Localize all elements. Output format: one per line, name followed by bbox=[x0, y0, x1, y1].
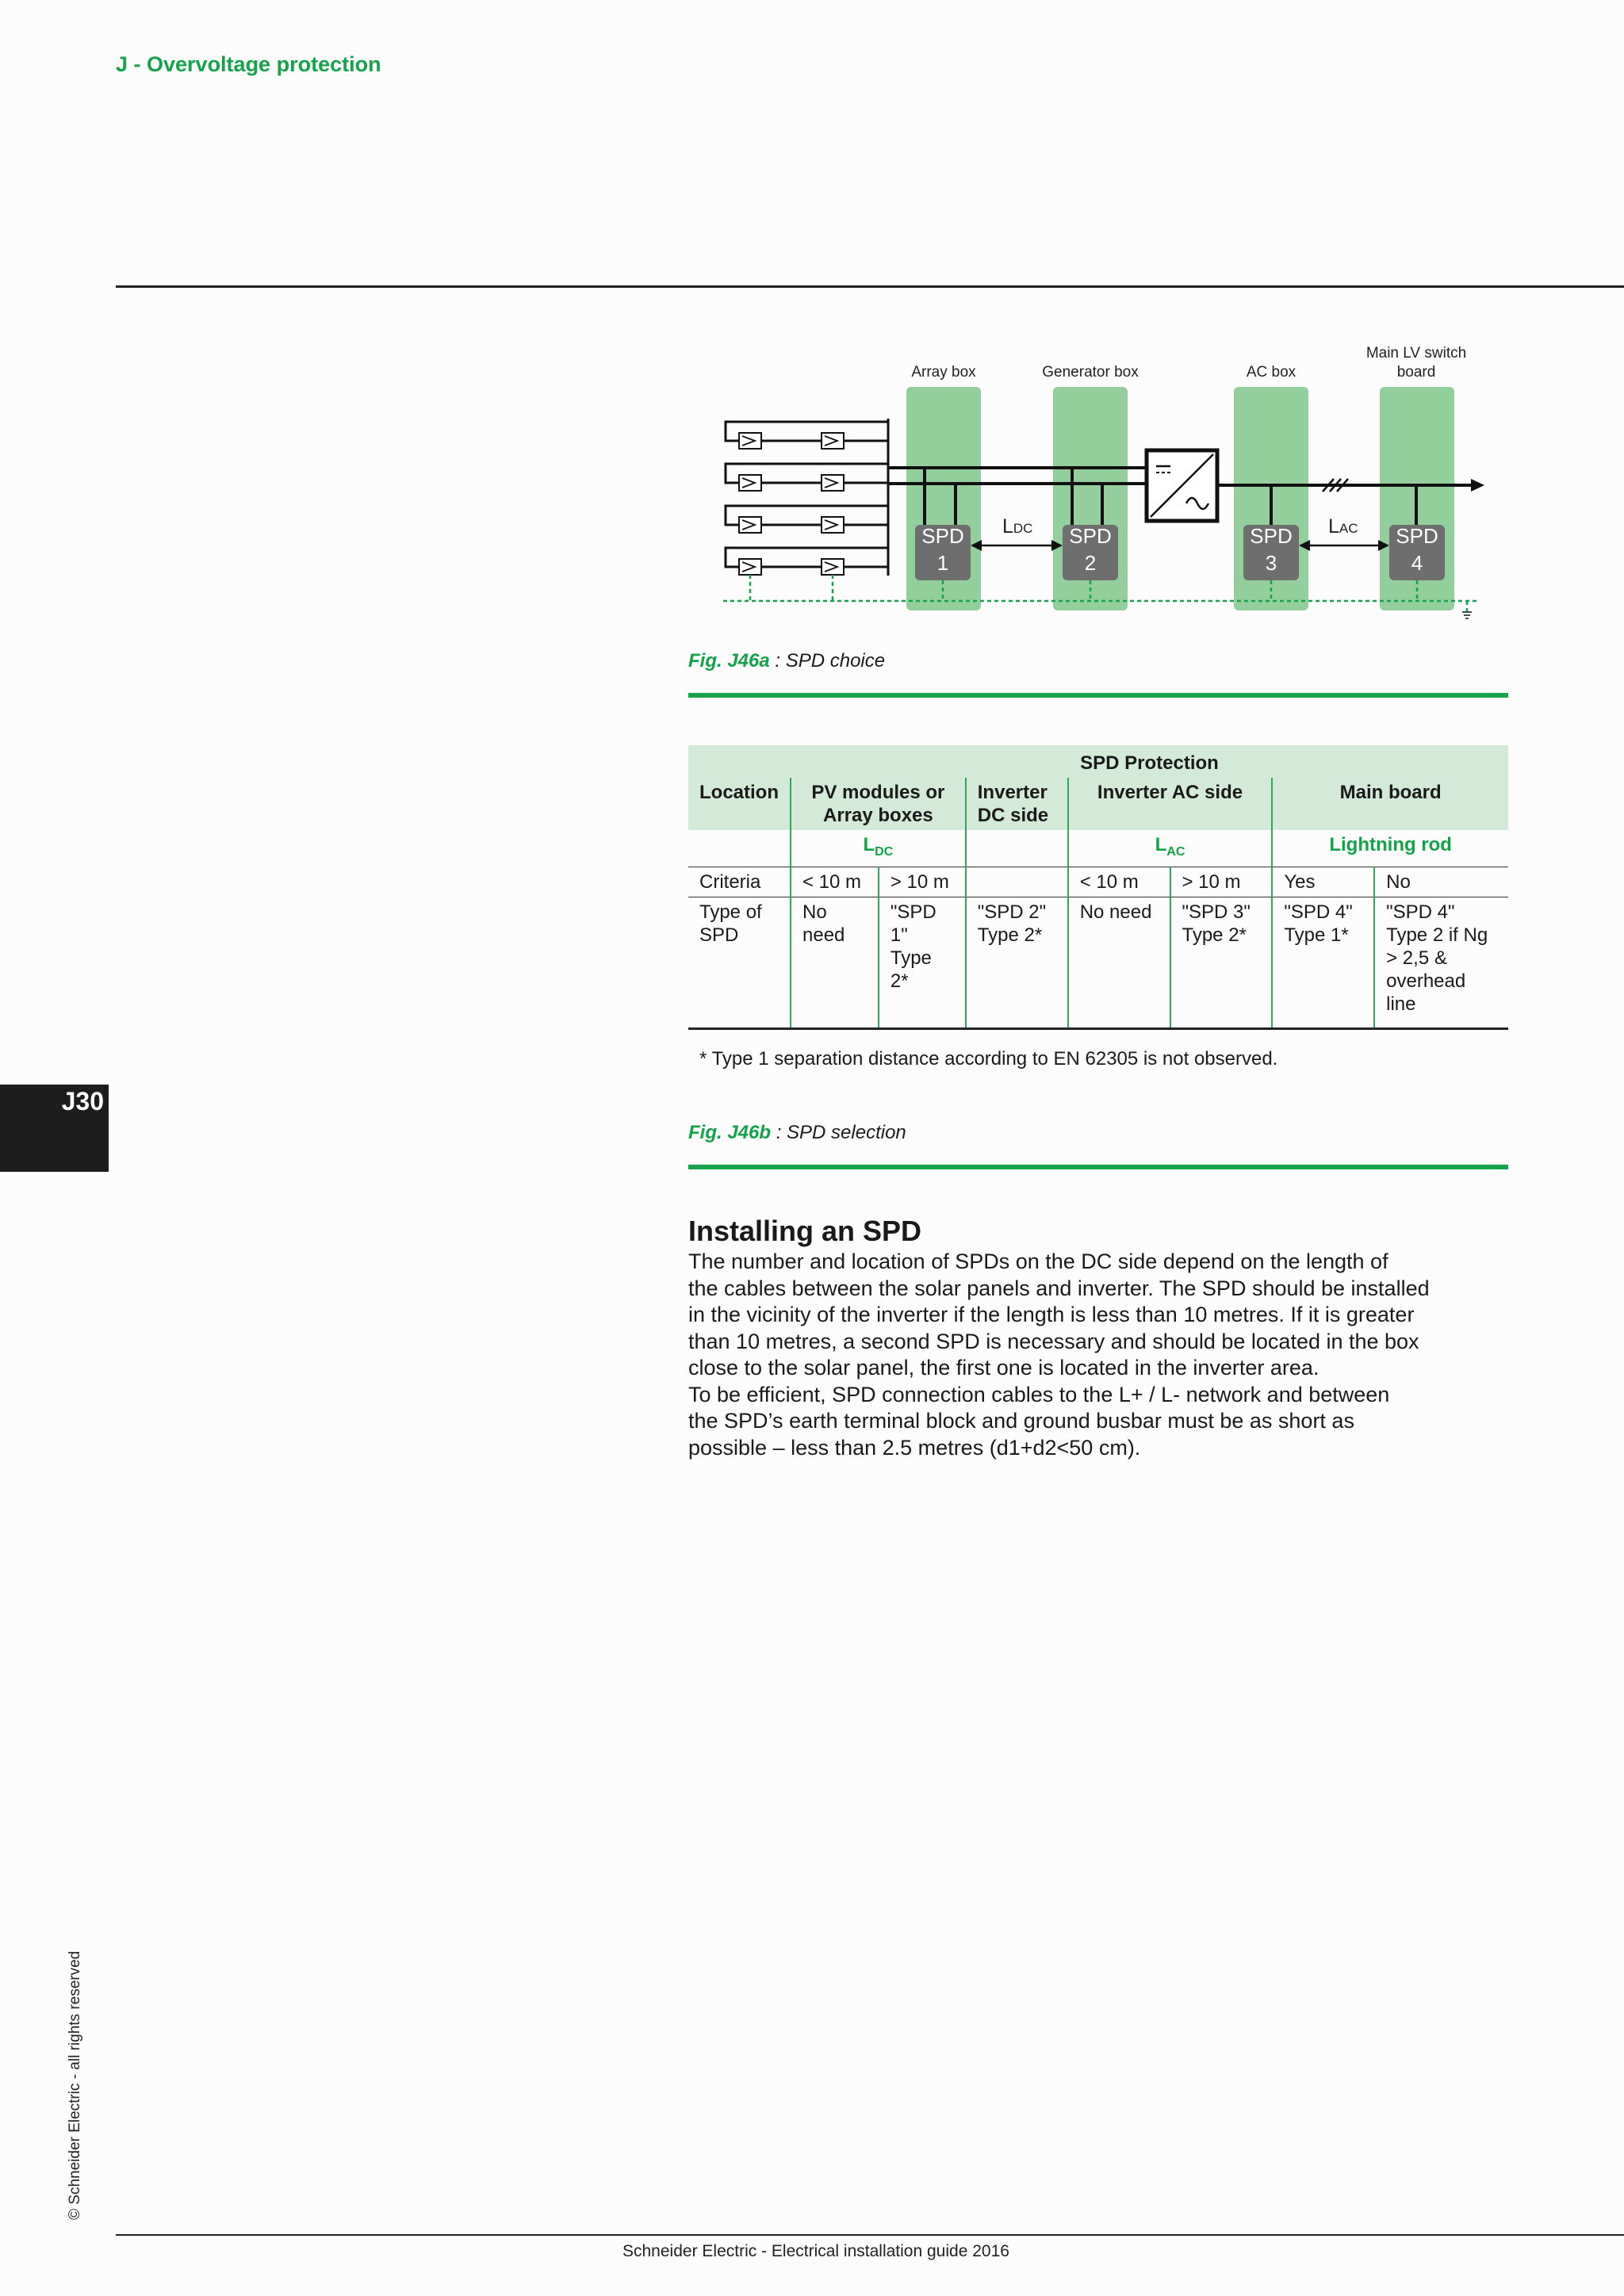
spd-choice-diagram bbox=[714, 333, 1491, 634]
spd-3-label: SPD bbox=[1250, 524, 1293, 548]
cell: "SPD 1" Type 2* bbox=[879, 897, 966, 1028]
fig-b-text: : SPD selection bbox=[771, 1122, 906, 1143]
label-main-lv-2: board bbox=[1396, 364, 1436, 381]
spd-4-label: SPD bbox=[1396, 524, 1438, 548]
spd-1-label: SPD bbox=[921, 524, 964, 548]
table-title: SPD Protection bbox=[1080, 752, 1219, 774]
cell: "SPD 4" Type 1* bbox=[1272, 897, 1374, 1028]
copyright-notice: © Schneider Electric - all rights reserved bbox=[67, 1950, 83, 2220]
cell: "SPD 4" Type 2 if Ng > 2,5 & overhead line bbox=[1374, 897, 1508, 1028]
header-inv-ac: Inverter AC side bbox=[1068, 778, 1273, 830]
header-main-board: Main board bbox=[1272, 778, 1508, 830]
spd-3-block bbox=[1243, 524, 1299, 580]
cell: No bbox=[1374, 867, 1508, 897]
cell bbox=[966, 867, 1068, 897]
paragraph-1: The number and location of SPDs on the DC side depend on the length of the cables between the solar panels and inverter. The SPD should be installed in the vicinity of the inverter if the length is less than 10 metres. If it is greater than 10 metres, a second SPD is necessary and should be located in the box close to the solar panel, the first one is located in the inverter area. bbox=[688, 1249, 1430, 1380]
paragraph-2: To be efficient, SPD connection cables to the L+ / L- network and between the SPD’s earth terminal block and ground busbar must be as short as possible – less than 2.5 metres (d1+d2<50 cm). bbox=[688, 1382, 1390, 1460]
fig-a-text: : SPD choice bbox=[769, 650, 886, 672]
spd-4-num: 4 bbox=[1411, 551, 1423, 575]
cell: Type of SPD bbox=[688, 897, 791, 1028]
lac-label: LAC bbox=[1328, 515, 1358, 538]
label-ac-box: AC box bbox=[1246, 364, 1297, 381]
fig-b-rule bbox=[688, 1165, 1508, 1169]
label-generator-box: Generator box bbox=[1042, 364, 1139, 381]
spd-2-block bbox=[1063, 524, 1118, 580]
spd-2-num: 2 bbox=[1084, 551, 1097, 575]
spd-3-num: 3 bbox=[1265, 551, 1277, 575]
cell: > 10 m bbox=[879, 867, 966, 897]
section-body bbox=[688, 1249, 1505, 1461]
page-number-tab: J30 bbox=[0, 1085, 109, 1172]
fig-a-rule bbox=[688, 693, 1508, 698]
spd-2-label: SPD bbox=[1069, 524, 1112, 548]
table-row-type bbox=[688, 897, 1508, 1028]
header-pv: PV modules or Array boxes bbox=[791, 778, 966, 830]
footer-rule bbox=[116, 2234, 1624, 2236]
cell: < 10 m bbox=[1068, 867, 1170, 897]
spd-selection-table bbox=[688, 745, 1508, 1030]
header-location: Location bbox=[699, 782, 779, 803]
section-title: J - Overvoltage protection bbox=[116, 52, 381, 76]
label-array-box: Array box bbox=[911, 364, 976, 381]
cell: > 10 m bbox=[1170, 867, 1273, 897]
fig-b-id: Fig. J46b bbox=[688, 1122, 772, 1143]
ldc-label: LDC bbox=[1002, 515, 1033, 538]
subheader-lightning-rod: Lightning rod bbox=[1272, 830, 1508, 867]
subheader-ldc: $L_{DC}$ bbox=[791, 830, 966, 867]
cell: "SPD 3" Type 2* bbox=[1170, 897, 1273, 1028]
cell: No need bbox=[791, 897, 879, 1028]
header-rule bbox=[116, 285, 1624, 288]
cell: < 10 m bbox=[791, 867, 879, 897]
cell: "SPD 2" Type 2* bbox=[966, 897, 1068, 1028]
table-row-criteria bbox=[688, 867, 1508, 897]
spd-1-num: 1 bbox=[936, 551, 949, 575]
fig-b-caption bbox=[688, 1122, 906, 1144]
cell: No need bbox=[1068, 897, 1170, 1028]
cell: Criteria bbox=[688, 867, 791, 897]
fig-a-caption bbox=[688, 650, 885, 672]
subheader-lac: $L_{AC}$ bbox=[1068, 830, 1273, 867]
fig-a-id: Fig. J46a bbox=[688, 650, 770, 672]
footer-text: Schneider Electric - Electrical installation guide 2016 bbox=[622, 2242, 1009, 2260]
section-heading: Installing an SPD bbox=[688, 1215, 922, 1247]
table-footnote: * Type 1 separation distance according to EN 62305 is not observed. bbox=[699, 1048, 1278, 1070]
spd-1-block bbox=[915, 524, 971, 580]
label-main-lv-1: Main LV switch bbox=[1365, 345, 1467, 362]
cell: Yes bbox=[1272, 867, 1374, 897]
header-inv-dc: Inverter DC side bbox=[966, 778, 1068, 830]
spd-4-block bbox=[1389, 524, 1445, 580]
